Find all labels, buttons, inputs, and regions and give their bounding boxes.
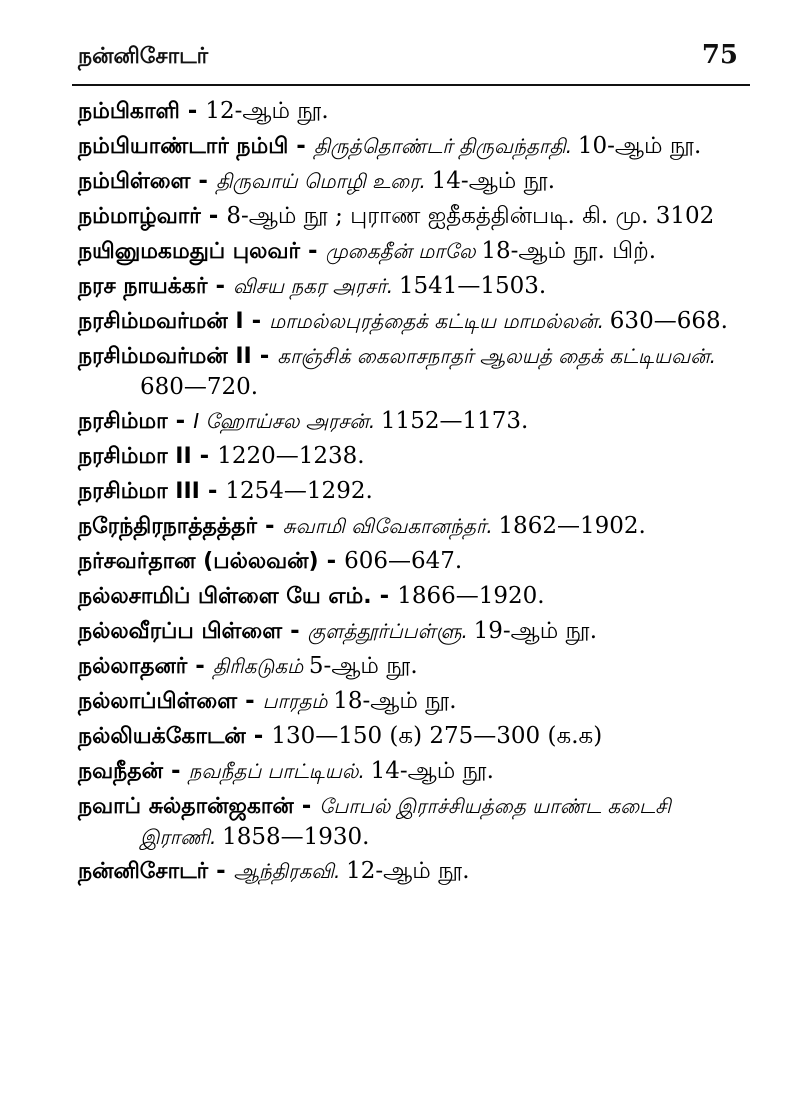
entry-date: 630—668.	[609, 308, 728, 334]
entry-date: 5-ஆம் நூ.	[308, 653, 418, 679]
entry-headword: நரசிம்மவர்மன் I	[78, 309, 244, 334]
entry-headword: நம்மாழ்வார்	[78, 204, 201, 229]
entry-separator: -	[199, 478, 226, 504]
entry-date: 18-ஆம் நூ. பிற்.	[481, 238, 657, 264]
entry-separator: -	[288, 133, 314, 159]
entry-description: மாமல்லபுரத்தைக் கட்டிய மாமல்லன்.	[269, 309, 605, 333]
entry-separator: -	[251, 343, 278, 369]
dictionary-entry	[78, 166, 740, 197]
entry-separator: -	[179, 98, 206, 124]
entry-headword: நன்னிசோடர்	[78, 859, 209, 884]
entry-headword: நல்லசாமிப் பிள்ளை யே எம்.	[78, 584, 372, 609]
entry-headword: நரசிம்மா II	[78, 444, 192, 469]
entry-headword: நரேந்திரநாத்தத்தர்	[78, 514, 258, 539]
entry-description: I ஹோய்சல அரசன்.	[193, 409, 376, 433]
entry-separator: -	[245, 723, 272, 749]
entry-date: 1254—1292.	[225, 478, 373, 504]
entry-description: திருத்தொண்டர் திருவந்தாதி.	[313, 134, 573, 158]
dictionary-entry	[78, 236, 740, 267]
entry-date: 10-ஆம் நூ.	[577, 133, 702, 159]
entry-separator: -	[243, 308, 270, 334]
dictionary-entry	[78, 686, 740, 717]
entry-headword: நயினுமகமதுப் புலவர்	[78, 239, 300, 264]
entry-description: பாரதம்	[262, 689, 328, 713]
entry-separator: -	[187, 653, 213, 679]
entry-list	[78, 96, 740, 891]
entry-description: சுவாமி விவேகானந்தர்.	[282, 514, 493, 538]
dictionary-entry	[78, 721, 740, 752]
entry-headword: நல்லாதனர்	[78, 654, 188, 679]
entry-headword: நல்லியக்கோடன்	[78, 724, 246, 749]
page-header	[72, 36, 740, 80]
dictionary-entry	[78, 306, 740, 337]
entry-date: 14-ஆம் நூ.	[431, 168, 556, 194]
entry-description: போபல் இராச்சியத்தை யாண்ட கடைசி இராணி.	[140, 794, 671, 849]
entry-date: 8-ஆம் நூ ; புராண ஐதீகத்தின்படி. கி. மு. 3102	[226, 203, 715, 229]
entry-description: திரிகடுகம்	[212, 654, 304, 678]
dictionary-entry	[78, 96, 740, 127]
dictionary-entry	[78, 616, 740, 647]
entry-separator: -	[208, 858, 234, 884]
entry-headword: நரசிம்மா III	[78, 479, 200, 504]
entry-separator: -	[190, 168, 216, 194]
dictionary-entry	[78, 756, 740, 787]
entry-description: ஆந்திரகவி.	[233, 859, 341, 883]
entry-headword: நல்லாப்பிள்ளை	[78, 689, 238, 714]
dictionary-entry	[78, 341, 740, 402]
entry-separator: -	[237, 688, 263, 714]
dictionary-entry	[78, 791, 740, 852]
entry-separator: -	[371, 583, 398, 609]
entry-headword: நம்பியாண்டார் நம்பி	[78, 134, 289, 159]
entry-headword: நம்பிள்ளை	[78, 169, 191, 194]
entry-description: திருவாய் மொழி உரை.	[215, 169, 426, 193]
entry-date: 130—150 (க) 275—300 (க.க)	[271, 723, 603, 749]
entry-headword: நர்சவர்தான (பல்லவன்)	[78, 549, 319, 574]
dictionary-entry	[78, 131, 740, 162]
entry-date: 1866—1920.	[397, 583, 545, 609]
dictionary-entry	[78, 856, 740, 887]
entry-headword: நரசிம்மா	[78, 409, 168, 434]
entry-headword: நம்பிகாளி	[78, 99, 180, 124]
entry-description: முகைதீன் மாலே	[325, 239, 476, 263]
entry-date: 19-ஆம் நூ.	[473, 618, 598, 644]
entry-date: 606—647.	[344, 548, 463, 574]
entry-date: 12-ஆம் நூ.	[205, 98, 329, 124]
header-rule	[72, 84, 750, 86]
entry-date: 1541—1503.	[398, 273, 547, 299]
page-number: 75	[701, 40, 738, 70]
entry-date: 18-ஆம் நூ.	[333, 688, 457, 714]
entry-separator: -	[162, 758, 189, 784]
entry-headword: நரச நாயக்கர்	[78, 274, 208, 299]
entry-headword: நவாப் சுல்தான்ஜகான்	[78, 794, 294, 819]
entry-date: 1152—1173.	[380, 408, 529, 434]
entry-separator: -	[207, 273, 233, 299]
entry-description: குளத்தூர்ப்பள்ளு.	[307, 619, 468, 643]
dictionary-entry	[78, 581, 740, 612]
dictionary-entry	[78, 271, 740, 302]
entry-separator: -	[300, 238, 326, 264]
dictionary-entry	[78, 201, 740, 232]
entry-separator: -	[293, 793, 320, 819]
dictionary-entry	[78, 651, 740, 682]
entry-date: 12-ஆம் நூ.	[346, 858, 470, 884]
entry-headword: நவநீதன்	[78, 759, 163, 784]
entry-date: 1220—1238.	[217, 443, 365, 469]
dictionary-entry	[78, 546, 740, 577]
dictionary-entry	[78, 511, 740, 542]
entry-separator: -	[200, 203, 227, 229]
running-title: நன்னிசோடர்	[78, 44, 209, 69]
entry-date: 14-ஆம் நூ.	[370, 758, 494, 784]
entry-separator: -	[191, 443, 218, 469]
entry-date: 680—720.	[140, 374, 259, 400]
entry-separator: -	[318, 548, 345, 574]
entry-description: காஞ்சிக் கைலாசநாதர் ஆலயத் தைக் கட்டியவன்.	[277, 344, 716, 368]
entry-headword: நல்லவீரப்ப பிள்ளை	[78, 619, 283, 644]
dictionary-entry	[78, 476, 740, 507]
entry-separator: -	[167, 408, 194, 434]
dictionary-entry	[78, 406, 740, 437]
entry-date: 1858—1930.	[222, 824, 370, 850]
dictionary-entry	[78, 441, 740, 472]
entry-description: விசய நகர அரசர்.	[233, 274, 394, 298]
entry-separator: -	[257, 513, 283, 539]
entry-date: 1862—1902.	[498, 513, 646, 539]
entry-description: நவநீதப் பாட்டியல்.	[188, 759, 365, 783]
entry-separator: -	[282, 618, 308, 644]
entry-headword: நரசிம்மவர்மன் II	[78, 344, 252, 369]
